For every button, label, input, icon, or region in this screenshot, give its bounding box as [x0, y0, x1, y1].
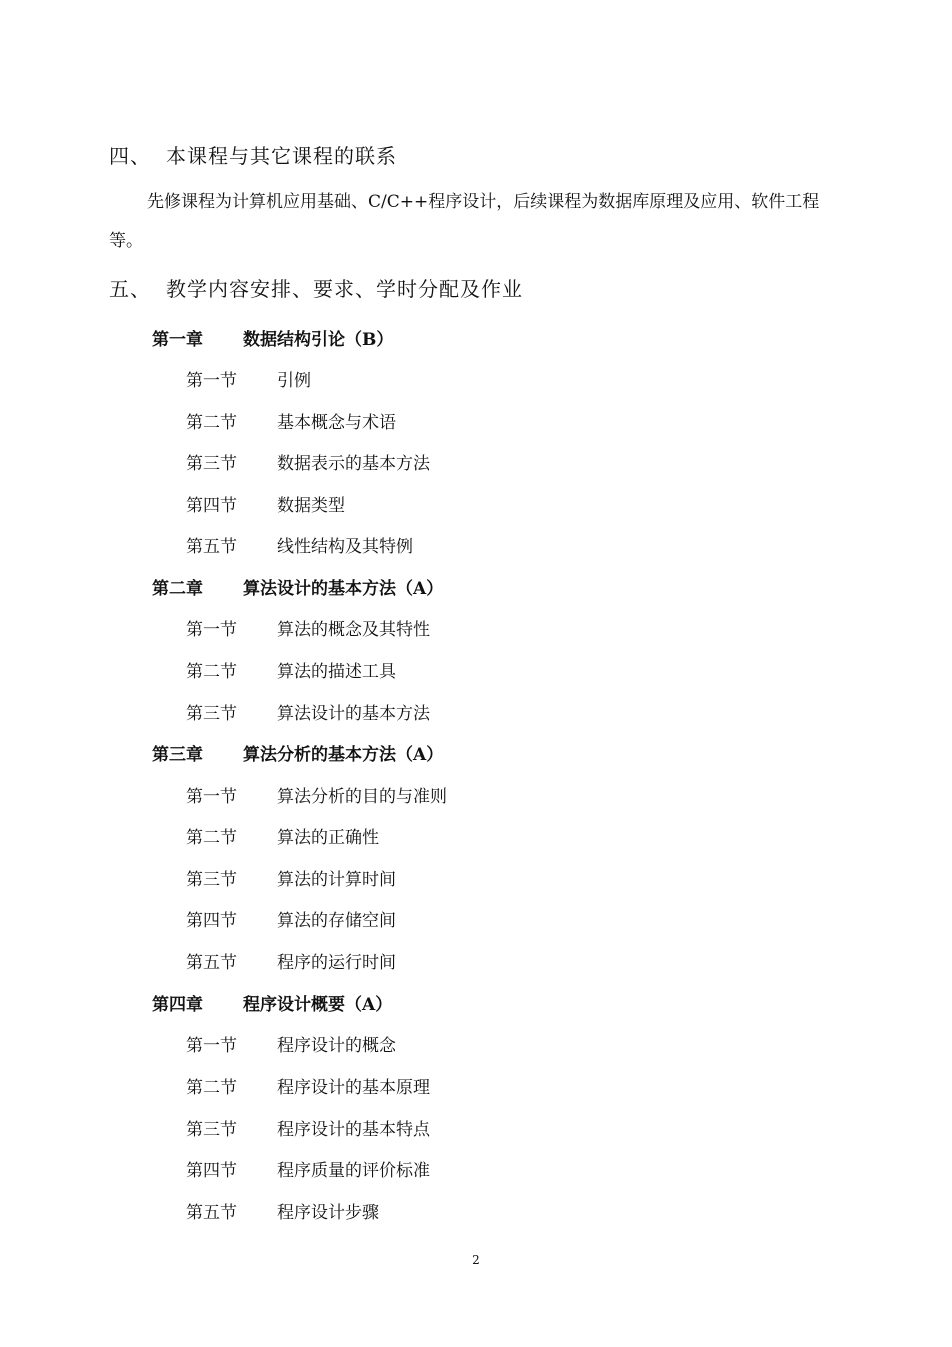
chapter-number: 第三章: [152, 745, 203, 765]
section-item: [186, 948, 396, 973]
chapter-title: 算法分析的基本方法（A）: [243, 745, 444, 765]
section-number: 第一节: [186, 371, 237, 391]
section-title: 数据类型: [277, 496, 345, 516]
chapter-heading: [152, 990, 392, 1015]
section-5-heading: [109, 273, 523, 302]
section-title: 算法的计算时间: [277, 870, 396, 890]
section-title: 程序的运行时间: [277, 953, 396, 973]
section-4-title: 本课程与其它课程的联系: [166, 144, 397, 168]
section-title: 程序设计步骤: [277, 1203, 379, 1223]
chapter-number: 第二章: [152, 579, 203, 599]
section-title: 线性结构及其特例: [277, 537, 413, 557]
chapter-title: 数据结构引论（B）: [243, 330, 394, 350]
section-title: 基本概念与术语: [277, 413, 396, 433]
section-number: 第四节: [186, 496, 237, 516]
section-title: 程序设计的基本特点: [277, 1120, 430, 1140]
chapter-number: 第一章: [152, 330, 203, 350]
section-title: 算法分析的目的与准则: [277, 787, 447, 807]
section-title: 算法的存储空间: [277, 911, 396, 931]
section-number: 第三节: [186, 870, 237, 890]
section-item: [186, 366, 311, 391]
section-number: 第四节: [186, 1161, 237, 1181]
section-item: [186, 1073, 430, 1098]
section-number: 第五节: [186, 953, 237, 973]
section-5-title: 教学内容安排、要求、学时分配及作业: [166, 277, 523, 301]
section-item: [186, 449, 430, 474]
section-title: 算法的描述工具: [277, 662, 396, 682]
section-4-paragraph: 先修课程为计算机应用基础、C/C++程序设计，后续课程为数据库原理及应用、软件工程等。: [109, 192, 820, 251]
section-number: 第二节: [186, 828, 237, 848]
section-item: [186, 782, 447, 807]
section-title: 数据表示的基本方法: [277, 454, 430, 474]
section-number: 第四节: [186, 911, 237, 931]
chapter-title: 算法设计的基本方法（A）: [243, 579, 444, 599]
section-number: 第二节: [186, 1078, 237, 1098]
section-number: 第一节: [186, 620, 237, 640]
section-item: [186, 1031, 396, 1056]
section-title: 引例: [277, 371, 311, 391]
section-5-number: 五、: [109, 277, 151, 301]
section-number: 第五节: [186, 1203, 237, 1223]
section-item: [186, 699, 430, 724]
chapter-heading: [152, 574, 443, 599]
section-number: 第五节: [186, 537, 237, 557]
section-item: [186, 532, 413, 557]
section-item: [186, 491, 345, 516]
chapter-number: 第四章: [152, 995, 203, 1015]
section-title: 算法的概念及其特性: [277, 620, 430, 640]
chapter-heading: [152, 740, 443, 765]
section-number: 第三节: [186, 704, 237, 724]
section-4-heading: [109, 140, 397, 169]
section-title: 程序设计的概念: [277, 1036, 396, 1056]
section-number: 第三节: [186, 1120, 237, 1140]
section-title: 程序质量的评价标准: [277, 1161, 430, 1181]
section-number: 第二节: [186, 662, 237, 682]
section-item: [186, 615, 430, 640]
section-item: [186, 408, 396, 433]
section-item: [186, 906, 396, 931]
page-number: 2: [472, 1253, 480, 1267]
section-item: [186, 823, 379, 848]
section-4-number: 四、: [109, 144, 151, 168]
chapter-title: 程序设计概要（A）: [243, 995, 393, 1015]
section-title: 算法的正确性: [277, 828, 379, 848]
section-title: 程序设计的基本原理: [277, 1078, 430, 1098]
section-item: [186, 1198, 379, 1223]
chapter-heading: [152, 325, 393, 350]
section-number: 第三节: [186, 454, 237, 474]
section-item: [186, 1156, 430, 1181]
section-item: [186, 865, 396, 890]
section-item: [186, 657, 396, 682]
section-item: [186, 1115, 430, 1140]
section-number: 第二节: [186, 413, 237, 433]
section-number: 第一节: [186, 1036, 237, 1056]
section-title: 算法设计的基本方法: [277, 704, 430, 724]
section-number: 第一节: [186, 787, 237, 807]
